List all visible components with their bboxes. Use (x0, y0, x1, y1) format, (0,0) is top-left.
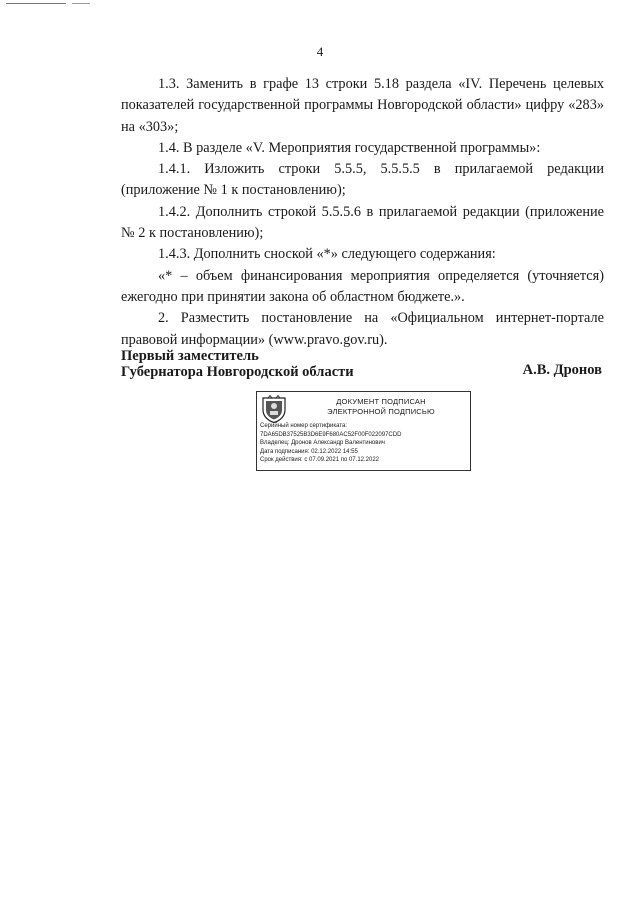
certificate-owner: Владелец: Дронов Александр Валентинович (260, 440, 385, 447)
signatory-title (121, 348, 354, 380)
paragraph-1-3: 1.3. Заменить в графе 13 строки 5.18 раздела «IV. Перечень целевых показателей государственной программы Новгородской области» цифру «283» на «303»; (121, 76, 604, 135)
paragraph-1-4-3: 1.4.3. Дополнить сноской «*» следующего содержания: (158, 246, 496, 263)
stamp-heading-line-2: ЭЛЕКТРОННОЙ ПОДПИСЬЮ (327, 407, 435, 416)
scan-artifact-line (6, 0, 66, 4)
signing-date: Дата подписания: 02.12.2022 14:55 (260, 448, 358, 455)
page-number: 4 (316, 44, 324, 59)
serial-label: Серийный номер сертификата: (260, 423, 348, 429)
scan-artifact-line (72, 0, 90, 4)
signatory-title-line-1: Первый заместитель (121, 348, 259, 364)
stamp-heading (295, 397, 467, 417)
signatory-name: А.В. Дронов (522, 362, 602, 378)
document-body (121, 74, 604, 351)
paragraph-1-4: 1.4. В разделе «V. Мероприятия государственной программы»: (158, 139, 541, 156)
footnote-text: «* – объем финансирования мероприятия определяется (уточняется) ежегодно при принятии закона об областном бюджете.». (121, 267, 604, 305)
paragraph-2: 2. Разместить постановление на «Официальном интернет-портале правовой информации» (www.pravo.gov.ru). (121, 310, 604, 348)
paragraph-1-4-1: 1.4.1. Изложить строки 5.5.5, 5.5.5.5 в прилагаемой редакции (приложение № 1 к постановлению); (121, 161, 604, 199)
certificate-details (260, 422, 401, 465)
stamp-heading-line-1: ДОКУМЕНТ ПОДПИСАН (336, 397, 426, 406)
serial-value: 7DA65DB37525B3D6E9F680AC52F00F022097CDD (260, 431, 402, 438)
validity-period: Срок действия: с 07.09.2021 по 07.12.2022 (260, 457, 380, 464)
electronic-signature-stamp (256, 391, 471, 471)
paragraph-1-4-2: 1.4.2. Дополнить строкой 5.5.5.6 в прилагаемой редакции (приложение № 2 к постановлению); (121, 203, 604, 242)
signatory-title-line-2: Губернатора Новгородской области (121, 364, 354, 380)
coat-of-arms-icon (261, 395, 287, 423)
